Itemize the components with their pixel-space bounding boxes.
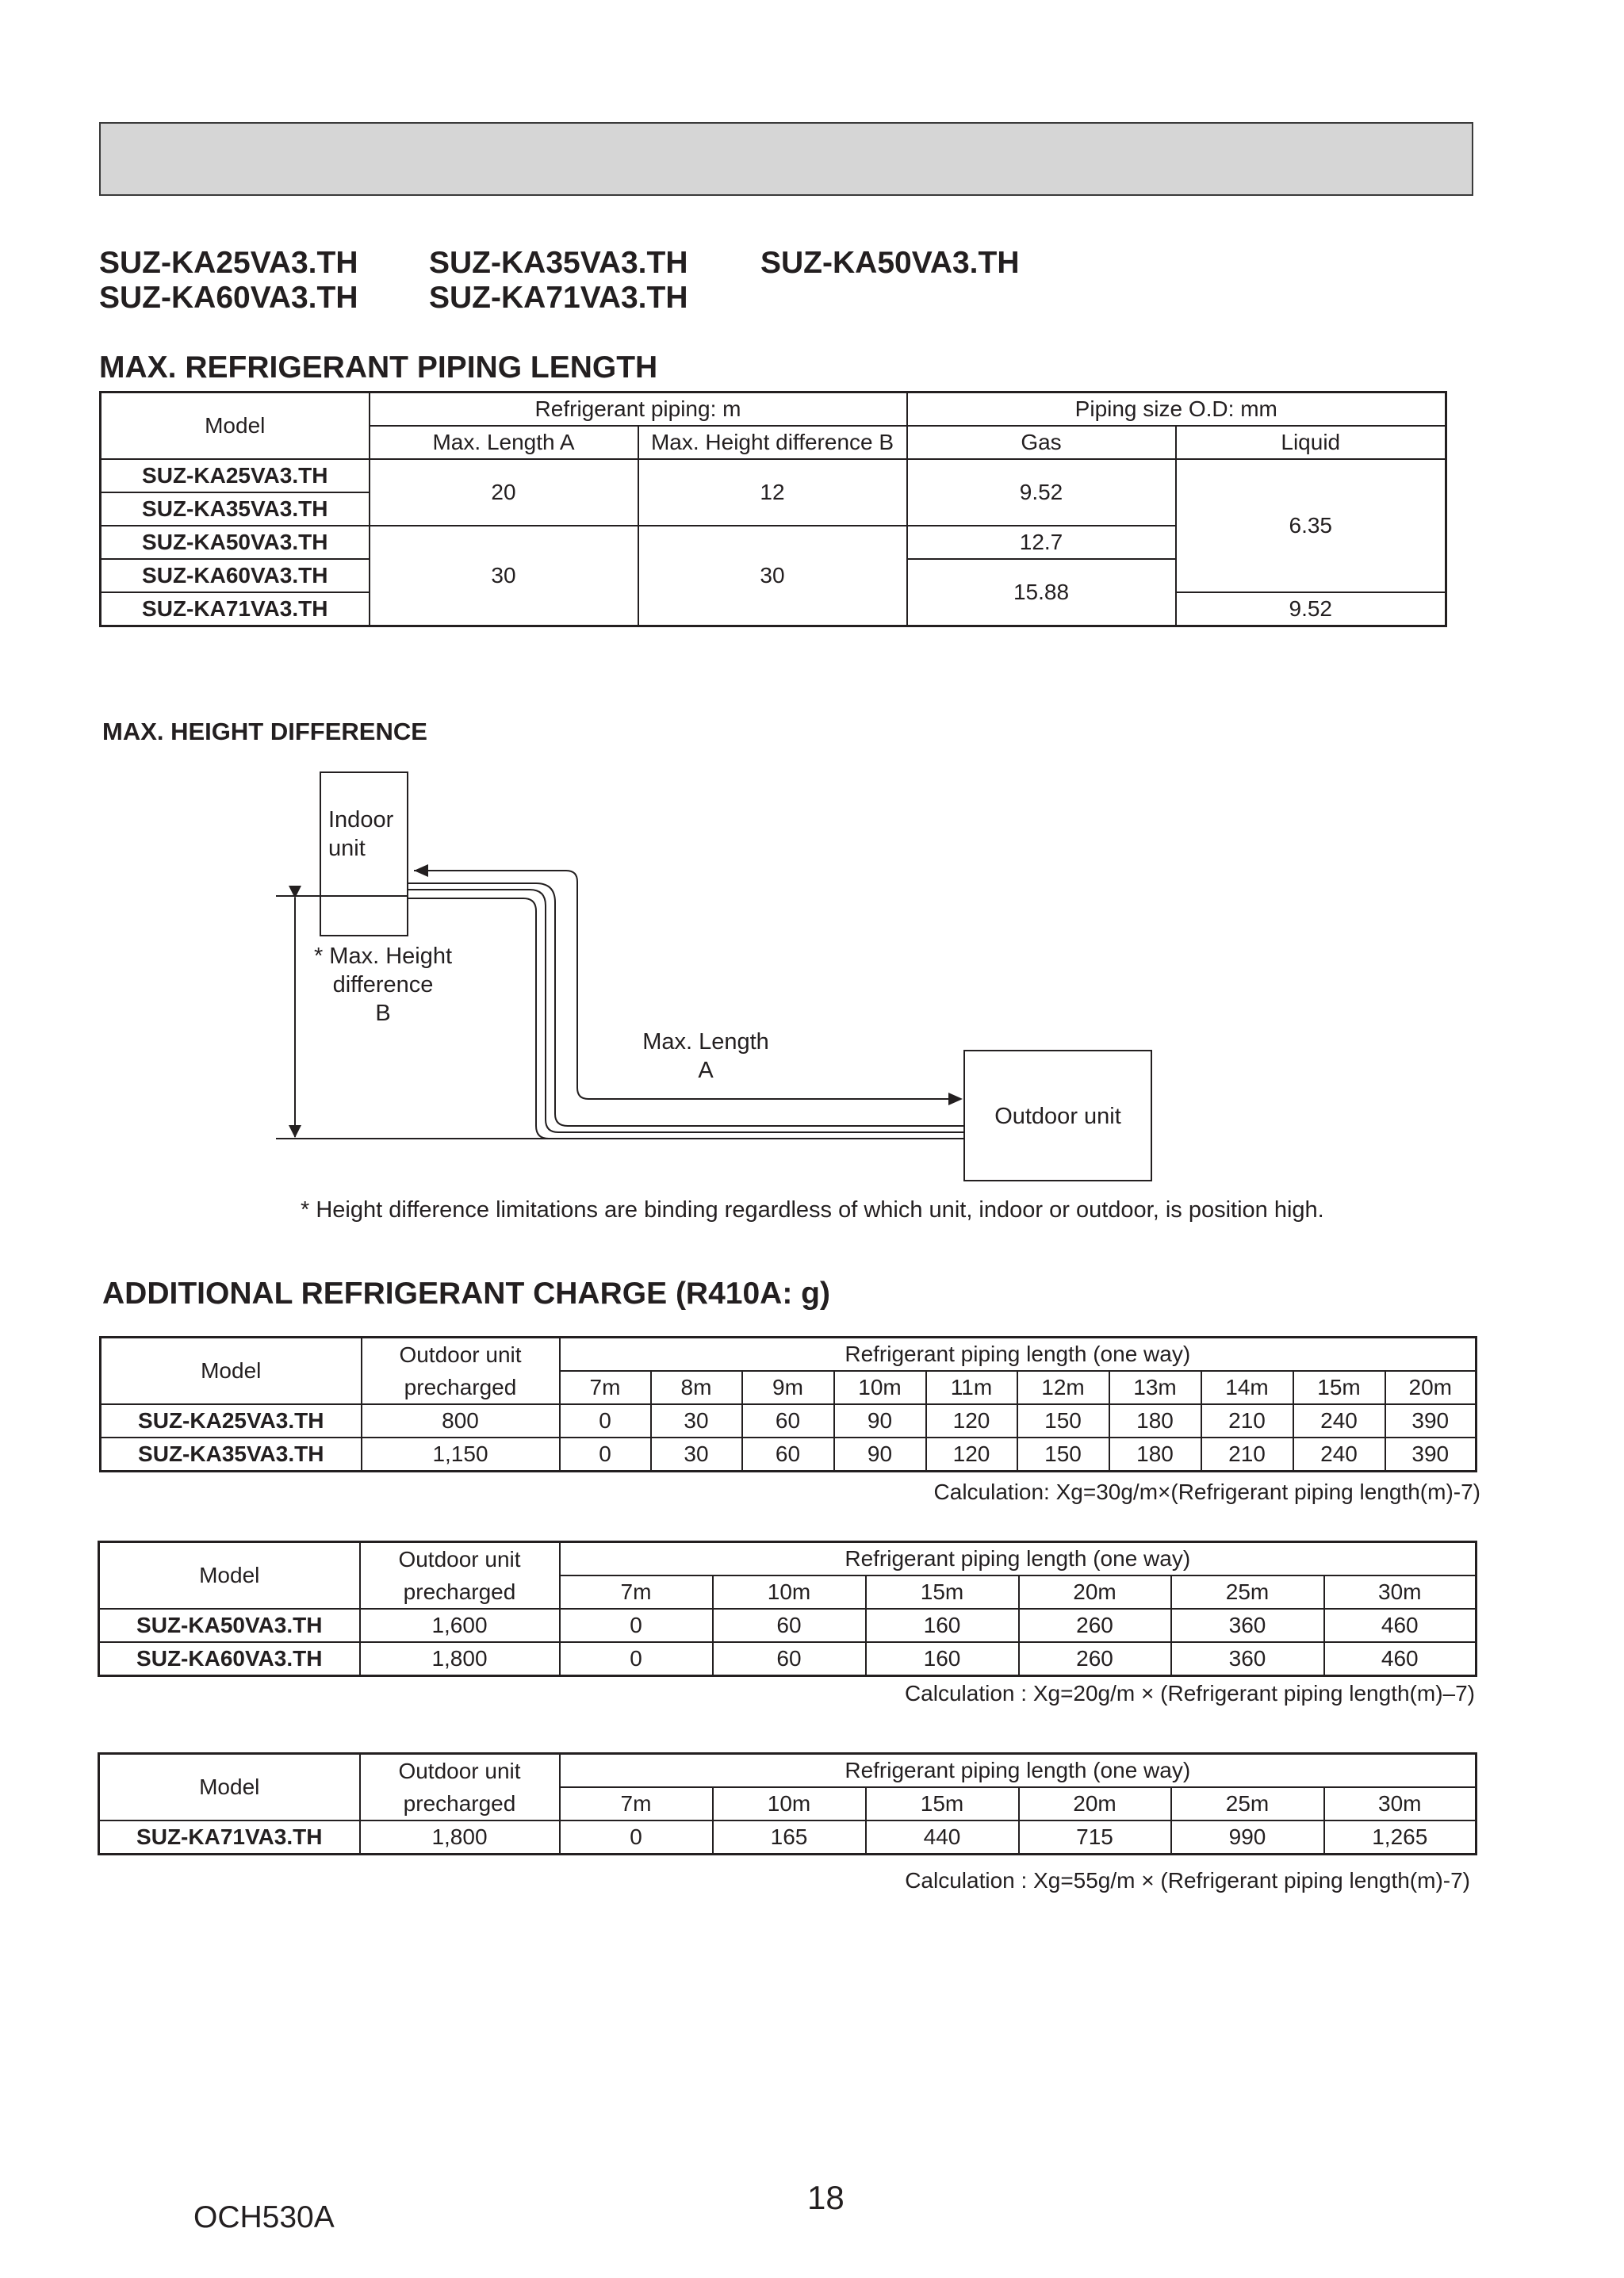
length-header: 15m (866, 1787, 1019, 1820)
precharged-cell: 1,800 (360, 1820, 560, 1855)
length-header: 13m (1109, 1371, 1201, 1404)
table-row (101, 1404, 1477, 1438)
value-cell: 240 (1293, 1438, 1385, 1472)
value-cell: 150 (1017, 1438, 1109, 1472)
calc-note-3: Calculation : Xg=55g/m × (Refrigerant piping length(m)-7) (905, 1868, 1470, 1893)
model-cell: SUZ-KA35VA3.TH (101, 1438, 362, 1472)
value-cell: 0 (560, 1438, 651, 1472)
length-cell: 20 (370, 459, 638, 526)
precharged-cell: 800 (362, 1404, 560, 1438)
col-precharged: Outdoor unit (362, 1338, 560, 1372)
length-header: 9m (742, 1371, 834, 1404)
length-header: 20m (1019, 1575, 1171, 1609)
length-header: 10m (713, 1787, 866, 1820)
value-cell: 90 (834, 1404, 926, 1438)
col-piping-length: Refrigerant piping length (one way) (560, 1338, 1477, 1372)
gas-cell: 15.88 (907, 559, 1176, 626)
model-cell: SUZ-KA60VA3.TH (99, 1642, 360, 1676)
length-header: 7m (560, 1575, 713, 1609)
gas-cell: 12.7 (907, 526, 1176, 559)
liquid-cell: 9.52 (1176, 592, 1446, 626)
value-cell: 390 (1385, 1404, 1477, 1438)
length-cell: 30 (370, 526, 638, 626)
value-cell: 210 (1201, 1404, 1293, 1438)
model-cell: SUZ-KA50VA3.TH (101, 526, 370, 559)
length-header: 8m (651, 1371, 742, 1404)
table-row (99, 1820, 1477, 1855)
model-heading: SUZ-KA25VA3.TH (99, 246, 358, 280)
col-gas: Gas (907, 426, 1176, 459)
col-model: Model (99, 1542, 360, 1610)
value-cell: 165 (713, 1820, 866, 1855)
col-model: Model (99, 1754, 360, 1821)
value-cell: 30 (651, 1438, 742, 1472)
length-header: 12m (1017, 1371, 1109, 1404)
model-cell: SUZ-KA25VA3.TH (101, 1404, 362, 1438)
value-cell: 120 (926, 1404, 1017, 1438)
model-heading: SUZ-KA60VA3.TH (99, 281, 358, 315)
value-cell: 0 (560, 1609, 713, 1642)
value-cell: 150 (1017, 1404, 1109, 1438)
table-row (101, 1438, 1477, 1472)
col-liquid: Liquid (1176, 426, 1446, 459)
charge-table-2 (98, 1541, 1477, 1677)
length-label: Max. Length A (642, 1029, 769, 1083)
charge-table-1 (99, 1336, 1477, 1472)
col-precharged: precharged (362, 1371, 560, 1404)
piping-length-title: MAX. REFRIGERANT PIPING LENGTH (99, 350, 658, 385)
height-cell: 12 (638, 459, 907, 526)
height-label: * Max. Height difference B (313, 944, 453, 1026)
value-cell: 180 (1109, 1404, 1201, 1438)
value-cell: 60 (742, 1438, 834, 1472)
model-cell: SUZ-KA25VA3.TH (101, 459, 370, 492)
table-row (99, 1609, 1477, 1642)
length-header: 7m (560, 1787, 713, 1820)
model-heading: SUZ-KA71VA3.TH (429, 281, 688, 315)
value-cell: 715 (1019, 1820, 1171, 1855)
value-cell: 260 (1019, 1642, 1171, 1676)
value-cell: 210 (1201, 1438, 1293, 1472)
model-cell: SUZ-KA35VA3.TH (101, 492, 370, 526)
value-cell: 0 (560, 1820, 713, 1855)
precharged-cell: 1,800 (360, 1642, 560, 1676)
value-cell: 120 (926, 1438, 1017, 1472)
col-piping-length: Refrigerant piping length (one way) (560, 1542, 1477, 1576)
value-cell: 440 (866, 1820, 1019, 1855)
col-model: Model (101, 1338, 362, 1405)
value-cell: 0 (560, 1404, 651, 1438)
value-cell: 60 (713, 1642, 866, 1676)
model-heading: SUZ-KA35VA3.TH (429, 246, 688, 280)
model-heading: SUZ-KA50VA3.TH (760, 246, 1020, 280)
charge-table-3 (98, 1752, 1477, 1855)
col-model: Model (101, 392, 370, 460)
col-precharged: precharged (360, 1787, 560, 1820)
length-header: 25m (1171, 1787, 1324, 1820)
value-cell: 160 (866, 1642, 1019, 1676)
length-header: 20m (1019, 1787, 1171, 1820)
precharged-cell: 1,150 (362, 1438, 560, 1472)
length-header: 14m (1201, 1371, 1293, 1404)
value-cell: 60 (713, 1609, 866, 1642)
length-header: 15m (1293, 1371, 1385, 1404)
length-header: 10m (713, 1575, 866, 1609)
calc-note-2: Calculation : Xg=20g/m × (Refrigerant piping length(m)–7) (904, 1681, 1475, 1706)
length-header: 20m (1385, 1371, 1477, 1404)
outdoor-unit-label: Outdoor unit (994, 1104, 1121, 1129)
gas-cell: 9.52 (907, 459, 1176, 526)
height-diagram-title: MAX. HEIGHT DIFFERENCE (102, 718, 427, 745)
value-cell: 240 (1293, 1404, 1385, 1438)
col-refrigerant-piping: Refrigerant piping: m (370, 392, 907, 427)
charge-title: ADDITIONAL REFRIGERANT CHARGE (R410A: g) (102, 1277, 830, 1311)
value-cell: 180 (1109, 1438, 1201, 1472)
length-header: 30m (1324, 1575, 1477, 1609)
doc-code: OCH530A (193, 2200, 335, 2234)
col-max-length: Max. Length A (370, 426, 638, 459)
col-max-height: Max. Height difference B (638, 426, 907, 459)
value-cell: 60 (742, 1404, 834, 1438)
table-row (99, 1642, 1477, 1676)
col-piping-size: Piping size O.D: mm (907, 392, 1446, 427)
value-cell: 260 (1019, 1609, 1171, 1642)
length-header: 7m (560, 1371, 651, 1404)
value-cell: 1,265 (1324, 1820, 1477, 1855)
value-cell: 90 (834, 1438, 926, 1472)
precharged-cell: 1,600 (360, 1609, 560, 1642)
model-cell: SUZ-KA71VA3.TH (101, 592, 370, 626)
model-cell: SUZ-KA50VA3.TH (99, 1609, 360, 1642)
height-note: * Height difference limitations are binding regardless of which unit, indoor or outdoor, is position high. (301, 1197, 1324, 1223)
value-cell: 460 (1324, 1642, 1477, 1676)
col-precharged: precharged (360, 1575, 560, 1609)
value-cell: 990 (1171, 1820, 1324, 1855)
calc-note-1: Calculation: Xg=30g/m×(Refrigerant piping length(m)-7) (933, 1480, 1480, 1504)
value-cell: 30 (651, 1404, 742, 1438)
model-cell: SUZ-KA71VA3.TH (99, 1820, 360, 1855)
value-cell: 360 (1171, 1609, 1324, 1642)
value-cell: 0 (560, 1642, 713, 1676)
value-cell: 390 (1385, 1438, 1477, 1472)
col-piping-length: Refrigerant piping length (one way) (560, 1754, 1477, 1788)
length-header: 11m (926, 1371, 1017, 1404)
length-header: 10m (834, 1371, 926, 1404)
length-header: 30m (1324, 1787, 1477, 1820)
col-precharged: Outdoor unit (360, 1542, 560, 1576)
indoor-unit-label: Indoor unit (328, 807, 394, 861)
value-cell: 160 (866, 1609, 1019, 1642)
value-cell: 360 (1171, 1642, 1324, 1676)
model-cell: SUZ-KA60VA3.TH (101, 559, 370, 592)
page-number: 18 (807, 2179, 845, 2216)
height-cell: 30 (638, 526, 907, 626)
col-precharged: Outdoor unit (360, 1754, 560, 1788)
length-header: 15m (866, 1575, 1019, 1609)
length-header: 25m (1171, 1575, 1324, 1609)
liquid-cell: 6.35 (1176, 459, 1446, 592)
value-cell: 460 (1324, 1609, 1477, 1642)
